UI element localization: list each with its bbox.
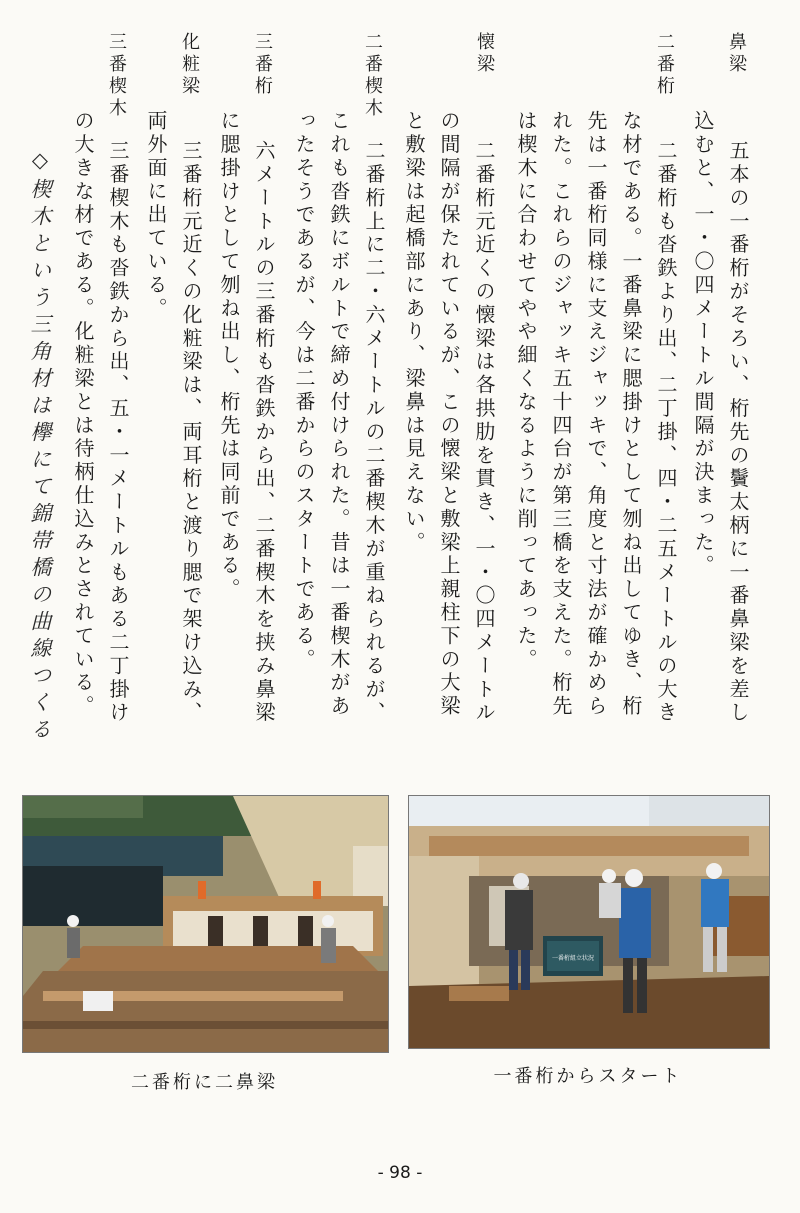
text-column: 六メートルの三番桁も沓鉄から出、二番楔木を挟み鼻梁: [252, 140, 276, 725]
text-column: 二番桁上に二・六メートルの二番楔木が重ねられるが、: [362, 140, 386, 725]
text-column: 込むと、一・〇四メートル間隔が決まった。: [691, 110, 715, 578]
text-column: れた。これらのジャッキ五十四台が第三橋を支えた。桁先: [549, 110, 573, 719]
handwritten-note: ◇楔木という三角材は欅にて錦帯橋の曲線つくる: [28, 148, 52, 745]
photo-caption: 二番桁に二鼻梁: [131, 1072, 278, 1093]
heading-bibari: 鼻梁: [726, 32, 747, 76]
heading-keshobari: 化粧梁: [179, 32, 200, 98]
photo-caption: 一番桁からスタート: [493, 1066, 683, 1087]
text-column: 五本の一番桁がそろい、桁先の鬢太柄に一番鼻梁を差し: [726, 140, 750, 725]
heading-niban-kusabi: 二番楔木: [362, 32, 383, 120]
text-column: の間隔が保たれているが、この懐梁と敷梁上親柱下の大梁: [437, 110, 461, 719]
text-column: 両外面に出ている。: [144, 110, 168, 321]
text-column: 二番桁も沓鉄より出、二丁掛、四・二五メートルの大き: [654, 140, 678, 725]
photo-second-girder: [22, 795, 389, 1053]
text-column: 三番楔木も沓鉄から出、五・一メートルもある二丁掛け: [106, 140, 130, 725]
text-column: な材である。一番鼻梁に腮掛けとして刎ね出してゆき、桁: [619, 110, 643, 719]
text-column: 先は一番桁同様に支えジャッキで、角度と寸法が確かめら: [584, 110, 608, 719]
text-column: の大きな材である。化粧梁とは待柄仕込みとされている。: [71, 110, 95, 719]
heading-sanban-kusabi: 三番楔木: [106, 32, 127, 120]
photo-first-girder-start: [408, 795, 770, 1049]
text-column: 三番桁元近くの化粧梁は、両耳桁と渡り腮で架け込み、: [179, 140, 203, 725]
heading-futokorobari: 懐梁: [474, 32, 495, 76]
heading-nibanketa: 二番桁: [654, 32, 675, 98]
page-number: - 98 -: [377, 1163, 423, 1183]
text-column: ったそうであるが、今は二番からのスタートである。: [292, 110, 316, 672]
photo-sign-text: 一番桁組立状況: [551, 955, 595, 962]
text-column: これも沓鉄にボルトで締め付けられた。昔は一番楔木があ: [327, 110, 351, 719]
heading-sanbanketa: 三番桁: [252, 32, 273, 98]
text-column: は楔木に合わせてやや細くなるように削ってあった。: [514, 110, 538, 672]
text-column: 二番桁元近くの懐梁は各拱肋を貫き、一・〇四メートル: [472, 140, 496, 725]
text-column: に腮掛けとして刎ね出し、桁先は同前である。: [217, 110, 241, 602]
text-column: と敷梁は起橋部にあり、梁鼻は見えない。: [402, 110, 426, 555]
